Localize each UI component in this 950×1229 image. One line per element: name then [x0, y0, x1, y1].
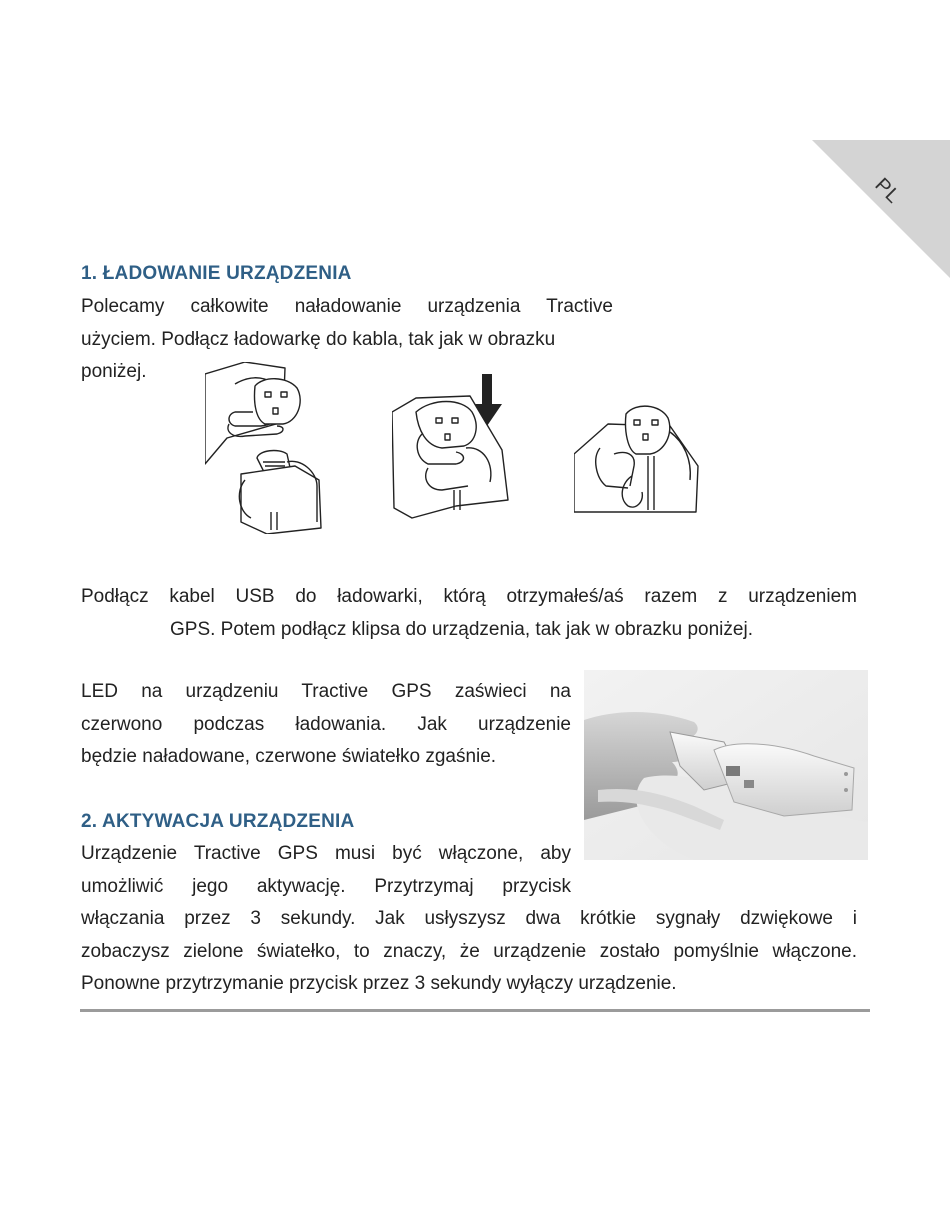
section2-heading: 2. AKTYWACJA URZĄDZENIA — [81, 811, 355, 832]
section1-paragraph — [81, 291, 613, 389]
section1-line1: Polecamy całkowite naładowanie urządzenia Tractive — [81, 296, 613, 317]
charger-step2-illustration — [392, 372, 510, 520]
section2-line2: umożliwić jego aktywację. Przytrzymaj przycisk — [81, 875, 571, 897]
corner-tab — [812, 140, 950, 278]
section2-paragraph-bottom — [81, 903, 857, 1001]
clip-attach-photo — [584, 670, 868, 860]
section1-line2: użyciem. Podłącz ładowarkę do kabla, tak jak w obrazku poniżej. — [81, 328, 556, 382]
usb-line2: GPS. Potem podłącz klipsa do urządzenia, tak jak w obrazku poniżej. — [170, 618, 753, 640]
led-line2: czerwono podczas ładowania. Jak urządzenie — [81, 713, 571, 735]
section2-line1: Urządzenie Tractive GPS musi być włączone, aby — [81, 843, 571, 864]
bottom-divider — [80, 1009, 870, 1012]
charger-step1-illustration — [205, 362, 325, 534]
section2-line5: Ponowne przytrzymanie przycisk przez 3 sekundy wyłączy urządzenie. — [81, 973, 677, 994]
led-line1: LED na urządzeniu Tractive GPS zaświeci na — [81, 681, 571, 702]
section2-line4: zobaczysz zielone światełko, to znaczy, że urządzenie zostało pomyślnie włączone. — [81, 940, 857, 962]
usb-paragraph — [81, 581, 857, 646]
led-line3: będzie naładowane, czerwone światełko zgaśnie. — [81, 746, 497, 767]
section2-paragraph-top — [81, 838, 571, 903]
led-paragraph — [81, 676, 571, 774]
usb-line1: Podłącz kabel USB do ładowarki, którą otrzymałeś/aś razem z urządzeniem — [81, 586, 857, 607]
charger-step3-illustration — [574, 402, 702, 514]
section2-line3: włączania przez 3 sekundy. Jak usłyszysz dwa krótkie sygnały dzwiękowe i — [81, 908, 857, 929]
language-label: PL — [870, 174, 905, 209]
section1-heading: 1. ŁADOWANIE URZĄDZENIA — [81, 263, 352, 284]
